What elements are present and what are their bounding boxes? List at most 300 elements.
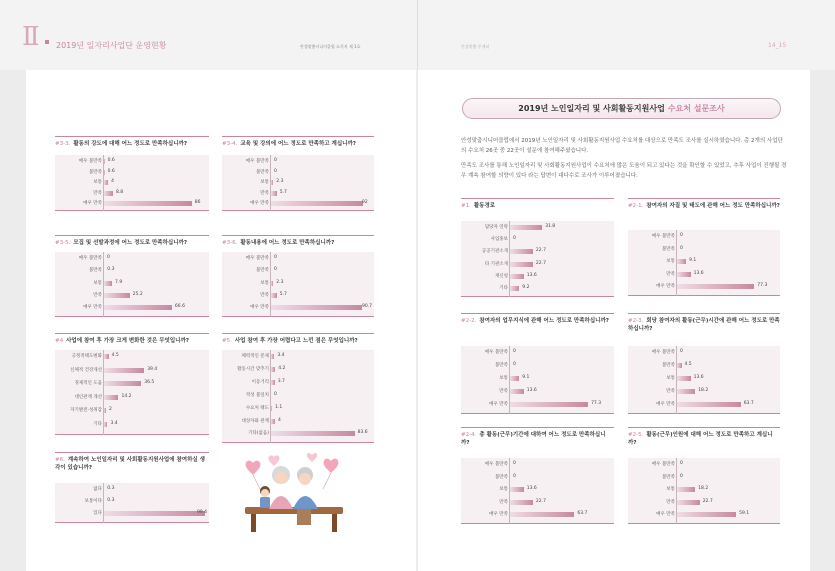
value-label: 66.6	[174, 304, 185, 310]
data-bar	[104, 281, 112, 286]
question-title	[222, 140, 374, 148]
data-bar	[510, 274, 524, 279]
data-bar	[104, 305, 172, 310]
chart-row	[55, 168, 209, 177]
category-label: 불만족	[661, 474, 675, 480]
chart-row	[222, 266, 374, 275]
value-label: 0	[513, 361, 516, 367]
balloons	[246, 453, 339, 491]
bar-chart	[628, 346, 780, 414]
question-block	[628, 198, 780, 295]
category-label: 매우 만족	[489, 512, 508, 518]
question-number: #3-5.	[55, 240, 71, 246]
data-bar	[677, 272, 691, 277]
category-label: 타 기관소개	[484, 261, 508, 267]
category-label: 매우 불만족	[651, 234, 675, 239]
category-label: 매우 불만족	[245, 159, 269, 164]
chapter-roman: Ⅱ	[22, 22, 39, 52]
data-bar	[677, 389, 695, 394]
value-label: 13.6	[526, 486, 537, 492]
value-label: 77.3	[591, 400, 602, 406]
chart-row	[55, 485, 209, 494]
category-label: 매우 만족	[250, 305, 269, 311]
value-label: 2	[109, 407, 112, 413]
chart-row	[461, 272, 614, 281]
question-block	[222, 235, 374, 316]
category-label: 매우 만족	[83, 305, 102, 311]
chart-row	[55, 406, 209, 415]
chart-row	[55, 266, 209, 275]
survey-title-accent: 수요처 설문조사	[667, 104, 725, 113]
value-label: 0	[513, 461, 516, 466]
chapter-dot	[45, 40, 49, 44]
category-label: 불만족	[494, 474, 508, 480]
value-label: 0	[680, 245, 683, 251]
category-label: 대상자와 관계	[241, 418, 269, 424]
value-label: 9.2	[522, 285, 530, 290]
value-label: 22.7	[535, 498, 546, 504]
data-bar	[271, 354, 274, 359]
intro-paragraph-1: 안성맞춤시니어클럽에서 2019년 노인일자리 및 사회활동지원사업 수요처를 대상으로 만족도 조사를 실시하였습니다. 총 2개의 사업단의 수요처 26곳 중 22곳이 설문에 참여해주셨습니다.	[461, 138, 783, 154]
value-label: 83.6	[357, 430, 368, 436]
value-label: 2.3	[276, 279, 284, 285]
category-label: 기타	[499, 286, 508, 291]
value-label: 99.4	[197, 510, 208, 516]
question-title	[55, 239, 209, 247]
value-label: 77.3	[757, 283, 768, 289]
data-bar	[104, 422, 107, 427]
data-bar	[271, 293, 277, 298]
value-label: 22.7	[702, 498, 713, 504]
question-block	[55, 452, 209, 522]
value-label: 8.8	[115, 189, 124, 195]
category-label: 만족	[666, 499, 675, 505]
question-number: #2-5.	[628, 432, 644, 438]
chart-row	[461, 247, 614, 256]
category-label: 불만족	[494, 362, 508, 368]
category-label: 보통	[666, 259, 675, 265]
chart-row	[222, 303, 374, 312]
category-label: 이동거리	[251, 379, 269, 385]
value-label: 13.6	[526, 387, 537, 393]
data-bar	[104, 293, 130, 298]
grandchild	[260, 486, 270, 508]
value-label: 3.7	[277, 378, 285, 384]
question-block	[628, 427, 780, 523]
value-label: 3.4	[110, 421, 118, 426]
chart-row	[222, 365, 374, 374]
data-bar	[271, 380, 275, 385]
bar-chart	[628, 458, 780, 524]
question-text: 참여자의 자질 및 태도에 관해 어느 정도 만족하십니까?	[646, 203, 780, 209]
chart-row	[461, 387, 614, 396]
question-number: #2-2.	[461, 318, 477, 324]
category-label: 활동시간 맞추기	[237, 366, 269, 372]
survey-intro	[461, 137, 787, 182]
right-running-head: 안성맞춤 투게더	[461, 44, 490, 49]
bench	[245, 507, 343, 532]
category-label: 불만족	[661, 362, 675, 368]
chart-row	[55, 366, 209, 375]
chart-row	[55, 352, 209, 361]
category-label: 보통	[93, 180, 102, 186]
value-label: 4	[278, 417, 281, 423]
chart-row	[628, 473, 780, 482]
category-label: 기타	[93, 422, 102, 427]
value-label: 0	[274, 255, 277, 260]
bar-chart	[55, 155, 209, 211]
data-bar	[510, 376, 519, 381]
value-label: 0	[107, 255, 110, 260]
category-label: 기타(없음)	[248, 431, 269, 437]
question-block	[55, 136, 209, 210]
question-text: 교육 및 강의에 어느 정도로 만족하고 계십니까?	[240, 141, 356, 147]
value-label: 0	[513, 236, 516, 242]
data-bar	[104, 510, 208, 516]
value-label: 0	[680, 473, 683, 479]
chart-row	[55, 178, 209, 187]
data-bar	[510, 487, 524, 492]
chart-row	[461, 361, 614, 370]
value-label: 5.7	[279, 189, 287, 195]
category-label: 매우 만족	[250, 201, 269, 207]
value-label: 13.6	[693, 374, 704, 380]
value-label: 0.3	[107, 498, 115, 504]
value-label: 63.7	[577, 511, 588, 517]
chart-row	[461, 235, 614, 244]
value-label: 7.9	[115, 279, 123, 285]
chart-row	[222, 168, 374, 177]
value-label: 13.6	[526, 272, 537, 278]
value-label: 9.1	[689, 258, 697, 264]
category-label: 자기발전·성취감	[70, 408, 102, 414]
newsletter-subtitle: 안성맞춤시니어클럽 소식지 제 1호	[300, 44, 361, 49]
question-block	[461, 427, 614, 523]
chart-row	[55, 420, 209, 429]
data-bar	[677, 402, 741, 407]
question-number: #4	[55, 338, 64, 344]
question-number: #2-4.	[461, 432, 477, 438]
question-text: 총 활동(근무)기간에 대하여 어느 정도로 만족하십니까?	[461, 432, 606, 447]
value-label: 22.7	[535, 260, 546, 266]
chart-row	[55, 157, 209, 166]
data-bar	[104, 191, 113, 196]
question-title	[55, 456, 209, 473]
category-label: 만족	[499, 388, 508, 394]
chart-row	[628, 460, 780, 469]
question-text: 계속하여 노인일자리 및 사회활동지원사업에 참여하실 생각이 있습니까?	[55, 457, 205, 472]
data-bar	[510, 262, 533, 267]
value-label: 0.3	[107, 267, 115, 273]
category-label: 적성 불일치	[245, 392, 269, 398]
category-label: 매우 불만족	[484, 350, 508, 355]
elderly-couple-on-bench-icon	[231, 453, 356, 538]
question-text: 모집 및 선발과정에 어느 정도로 만족하십니까?	[73, 240, 188, 246]
category-label: 공공기관소개	[481, 249, 508, 255]
data-bar	[510, 286, 519, 291]
chart-row	[222, 391, 374, 400]
bar-chart	[461, 346, 614, 414]
value-label: 0	[274, 267, 277, 273]
question-text: 참여자의 업무지식에 관해 어느 정도로 만족하십니까?	[479, 318, 609, 324]
value-label: 25.2	[132, 291, 143, 297]
category-label: 매우 만족	[489, 401, 508, 407]
data-bar	[104, 180, 108, 185]
data-bar	[271, 281, 273, 286]
data-bar	[510, 249, 533, 254]
chart-row	[461, 374, 614, 383]
chart-row	[55, 497, 209, 506]
question-title	[222, 239, 374, 247]
category-label: 체력적인 문제	[241, 354, 269, 359]
page-numbers: 14_15	[768, 42, 787, 49]
chapter-title: 2019년 일자리사업단 운영현황	[56, 41, 167, 50]
value-label: 86	[194, 200, 201, 206]
data-bar	[271, 431, 355, 436]
category-label: 긍정적태도변화	[71, 354, 102, 359]
question-title	[222, 337, 374, 345]
category-label: 불만족	[88, 169, 102, 175]
question-number: #5.	[222, 338, 232, 344]
chart-row	[628, 245, 780, 254]
category-label: 매우 만족	[656, 401, 675, 407]
data-bar	[271, 406, 272, 411]
chart-row	[628, 361, 780, 370]
value-label: 0	[274, 168, 277, 174]
category-label: 보통	[666, 487, 675, 493]
value-label: 0	[513, 349, 516, 354]
category-label: 보통	[499, 487, 508, 493]
chart-row	[55, 303, 209, 312]
chart-row	[222, 378, 374, 387]
category-label: 매우 만족	[83, 201, 102, 207]
data-bar	[677, 376, 691, 381]
value-label: 1.1	[275, 404, 283, 410]
data-bar	[104, 408, 106, 413]
category-label: 없다	[93, 487, 102, 492]
category-label: 경제적인 도움	[74, 381, 102, 387]
question-title	[628, 431, 780, 448]
value-label: 2.3	[276, 179, 284, 185]
bar-chart	[222, 155, 374, 211]
data-bar	[510, 402, 588, 407]
category-label: 수요처 태도	[245, 405, 269, 411]
chart-row	[222, 429, 374, 438]
category-label: 보통	[499, 375, 508, 381]
question-block	[222, 136, 374, 210]
bar-chart	[222, 252, 374, 317]
chart-row	[55, 379, 209, 388]
data-bar	[677, 259, 686, 264]
chart-row	[461, 348, 614, 357]
value-label: 36.5	[144, 380, 155, 386]
chart-row	[222, 157, 374, 166]
question-number: #6.	[55, 457, 65, 463]
value-label: 39.4	[147, 366, 158, 372]
question-number: #2-3.	[628, 318, 644, 324]
question-number: #3-4.	[222, 141, 238, 147]
chart-row	[222, 279, 374, 288]
data-bar	[104, 381, 141, 386]
chart-row	[222, 199, 374, 208]
chart-row	[628, 387, 780, 396]
category-label: 불만족	[88, 268, 102, 274]
question-text: 사업에 참여 후 가장 크게 변화한 것은 무엇입니까?	[66, 338, 189, 344]
category-label: 불만족	[255, 268, 269, 274]
chart-row	[55, 509, 209, 518]
value-label: 22.7	[535, 248, 546, 254]
chart-row	[461, 510, 614, 519]
category-label: 매우 만족	[656, 284, 675, 290]
chart-row	[222, 291, 374, 300]
data-bar	[271, 419, 275, 424]
chart-row	[55, 199, 209, 208]
chart-row	[628, 510, 780, 519]
value-label: 0	[680, 233, 683, 238]
chart-row	[628, 374, 780, 383]
data-bar	[104, 368, 144, 373]
bar-chart	[461, 221, 614, 297]
category-label: 신체적 건강개선	[70, 367, 102, 373]
data-bar	[510, 512, 574, 517]
category-label: 매우 만족	[656, 512, 675, 518]
question-title	[628, 317, 780, 334]
value-label: 4.5	[111, 353, 119, 358]
value-label: 0	[274, 158, 277, 163]
category-label: 보통	[93, 280, 102, 286]
value-label: 0.6	[107, 168, 115, 174]
value-label: 31.8	[545, 224, 556, 229]
data-bar	[271, 305, 362, 310]
question-block	[461, 198, 614, 296]
question-title	[55, 337, 209, 345]
value-label: 4.5	[684, 361, 692, 367]
value-label: 0	[513, 473, 516, 479]
spine-divider	[417, 0, 418, 70]
chart-row	[628, 257, 780, 266]
question-title	[461, 317, 614, 325]
value-label: 0	[680, 349, 683, 354]
category-label: 대인관계 개선	[74, 394, 102, 400]
category-label: 만족	[666, 388, 675, 394]
question-block	[628, 313, 780, 413]
question-text: 활동내용에 어느 정도로 만족하십니까?	[240, 240, 335, 246]
chart-row	[461, 485, 614, 494]
data-bar	[104, 201, 192, 206]
survey-title-main: 2019년 노인일자리 및 사회활동지원사업	[518, 104, 665, 113]
value-label: 0.3	[107, 486, 115, 491]
chart-row	[461, 284, 614, 293]
chart-row	[55, 291, 209, 300]
bar-chart	[222, 350, 374, 443]
value-label: 0	[680, 461, 683, 466]
question-title	[55, 140, 209, 148]
chart-row	[222, 352, 374, 361]
chart-row	[628, 232, 780, 241]
value-label: 5.7	[279, 291, 287, 297]
category-label: 불만족	[255, 169, 269, 175]
chart-row	[55, 393, 209, 402]
value-label: 92	[362, 200, 368, 206]
data-bar	[677, 487, 695, 492]
data-bar	[677, 363, 682, 368]
value-label: 18.2	[698, 387, 709, 393]
question-number: #3-6.	[222, 240, 238, 246]
chart-row	[628, 400, 780, 409]
category-label: 보통이다	[84, 499, 102, 505]
category-label: 매우 불만족	[651, 350, 675, 355]
category-label: 만족	[93, 292, 102, 298]
question-title	[628, 202, 780, 210]
data-bar	[104, 159, 105, 164]
bar-chart	[55, 483, 209, 523]
category-label: 만족	[93, 190, 102, 196]
question-number: #3-3.	[55, 141, 71, 147]
value-label: 14.2	[121, 393, 132, 399]
question-block	[55, 235, 209, 316]
chart-row	[628, 282, 780, 291]
category-label: 매우 불만족	[651, 462, 675, 467]
value-label: 13.6	[693, 270, 704, 276]
chart-row	[628, 498, 780, 507]
value-label: 4	[111, 179, 114, 185]
question-title	[461, 431, 614, 448]
category-label: 보통	[260, 280, 269, 286]
grandmother	[269, 466, 293, 509]
chart-row	[55, 189, 209, 198]
chart-row	[461, 400, 614, 409]
data-bar	[271, 180, 273, 185]
chart-row	[628, 348, 780, 357]
question-number: #2-1.	[628, 203, 644, 209]
category-label: 있다	[93, 511, 102, 517]
value-label: 18.2	[698, 486, 709, 492]
value-label: 59.1	[739, 511, 750, 517]
value-label: 63.7	[743, 400, 754, 406]
bar-chart	[55, 350, 209, 435]
data-bar	[104, 395, 118, 400]
category-label: 불만족	[661, 246, 675, 252]
data-bar	[271, 191, 277, 196]
question-title	[461, 202, 614, 210]
category-label: 매우 불만족	[245, 256, 269, 261]
question-block	[55, 333, 209, 434]
bar-chart	[628, 230, 780, 296]
chart-row	[628, 485, 780, 494]
question-block	[222, 333, 374, 442]
survey-title-banner	[462, 98, 781, 119]
data-bar	[677, 512, 736, 517]
data-bar	[271, 367, 275, 372]
chart-row	[461, 260, 614, 269]
data-bar	[104, 354, 109, 359]
value-label: 4.2	[278, 365, 286, 371]
question-block	[461, 313, 614, 413]
chart-row	[222, 178, 374, 187]
category-label: 보통	[260, 180, 269, 186]
data-bar	[510, 389, 524, 394]
question-text: 활동(근무)인원에 대해 어느 정도로 만족하고 계십니까?	[628, 432, 773, 447]
chart-row	[461, 498, 614, 507]
grandfather	[293, 467, 318, 525]
question-text: 회당 참여자의 활동(근무)시간에 관해 어느 정도로 만족하십니까?	[628, 318, 780, 333]
category-label: 만족	[666, 271, 675, 277]
data-bar	[510, 225, 542, 230]
chart-row	[461, 460, 614, 469]
value-label: 90.7	[362, 304, 373, 310]
value-label: 3.4	[277, 353, 285, 358]
chart-row	[222, 189, 374, 198]
